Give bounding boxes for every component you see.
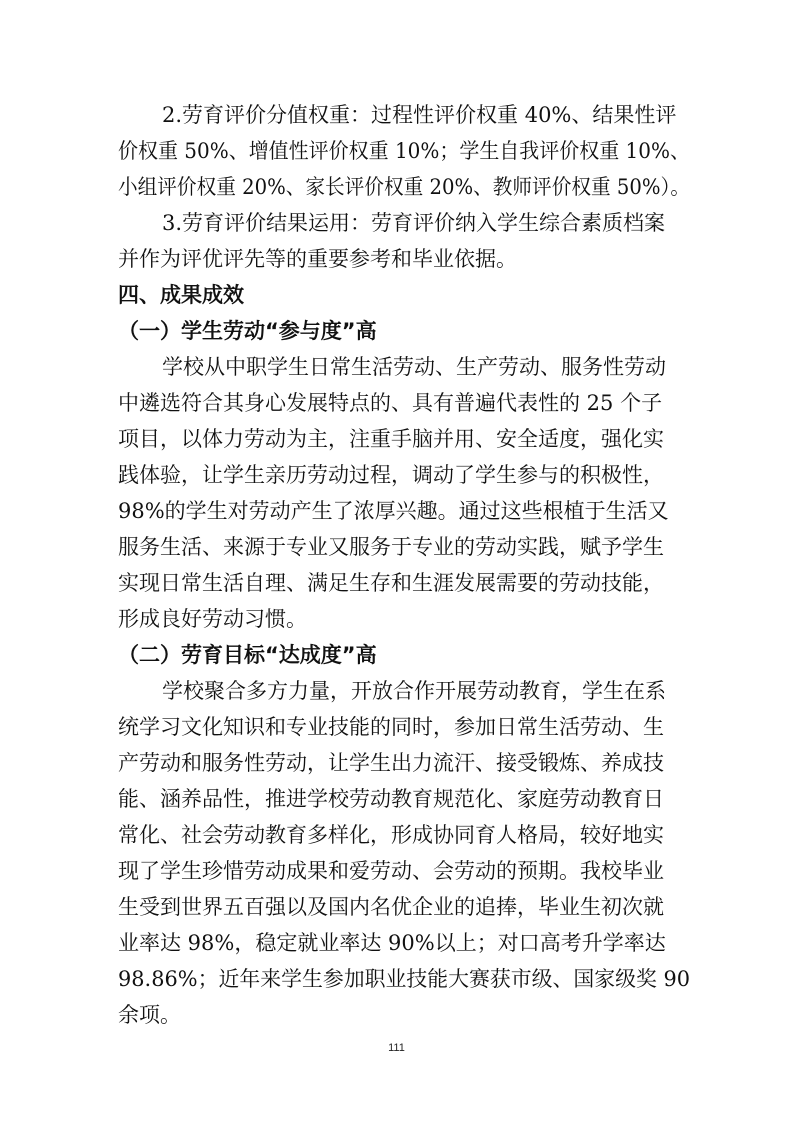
text-line: 学校聚合多方力量，开放合作开展劳动教育，学生在系	[162, 679, 666, 703]
text-line: 生受到世界五百强以及国内名优企业的追捧，毕业生初次就	[118, 895, 664, 919]
text-line: 践体验，让学生亲历劳动过程，调动了学生参与的积极性，	[118, 463, 664, 487]
text-line: 项目，以体力劳动为主，注重手脑并用、安全适度，强化实	[118, 427, 664, 451]
section-heading: 四、成果成效	[118, 283, 244, 307]
text-line: 并作为评优评先等的重要参考和毕业依据。	[118, 247, 517, 271]
text-line: 价权重 50%、增值性评价权重 10%；学生自我评价权重 10%、	[118, 139, 690, 163]
text-line: 统学习文化知识和专业技能的同时，参加日常生活劳动、生	[118, 715, 664, 739]
text-line: 实现日常生活自理、满足生存和生涯发展需要的劳动技能，	[118, 571, 664, 595]
text-line: 98%的学生对劳动产生了浓厚兴趣。通过这些根植于生活又	[118, 499, 669, 523]
text-line: 业率达 98%，稳定就业率达 90%以上；对口高考升学率达	[118, 931, 666, 955]
text-line: 现了学生珍惜劳动成果和爱劳动、会劳动的预期。我校毕业	[118, 859, 664, 883]
text-line: 产劳动和服务性劳动，让学生出力流汗、接受锻炼、养成技	[118, 751, 664, 775]
text-line: 常化、社会劳动教育多样化，形成协同育人格局，较好地实	[118, 823, 664, 847]
subsection-heading: （一）学生劳动“参与度”高	[118, 319, 377, 343]
subsection-heading: （二）劳育目标“达成度”高	[118, 643, 377, 667]
text-line: 服务生活、来源于专业又服务于专业的劳动实践，赋予学生	[118, 535, 664, 559]
page-number: 111	[388, 1042, 405, 1054]
text-line: 98.86%；近年来学生参加职业技能大赛获市级、国家级奖 90	[118, 967, 691, 991]
text-line: 余项。	[118, 1003, 181, 1027]
text-line: 形成良好劳动习惯。	[118, 607, 307, 631]
text-line: 3.劳育评价结果运用：劳育评价纳入学生综合素质档案	[162, 211, 666, 235]
text-line: 学校从中职学生日常生活劳动、生产劳动、服务性劳动	[162, 355, 666, 379]
text-line: 小组评价权重 20%、家长评价权重 20%、教师评价权重 50%）。	[118, 175, 690, 199]
text-line: 中遴选符合其身心发展特点的、具有普遍代表性的 25 个子	[118, 391, 663, 415]
text-line: 能、涵养品性，推进学校劳动教育规范化、家庭劳动教育日	[118, 787, 664, 811]
text-line: 2.劳育评价分值权重：过程性评价权重 40%、结果性评	[162, 103, 677, 127]
